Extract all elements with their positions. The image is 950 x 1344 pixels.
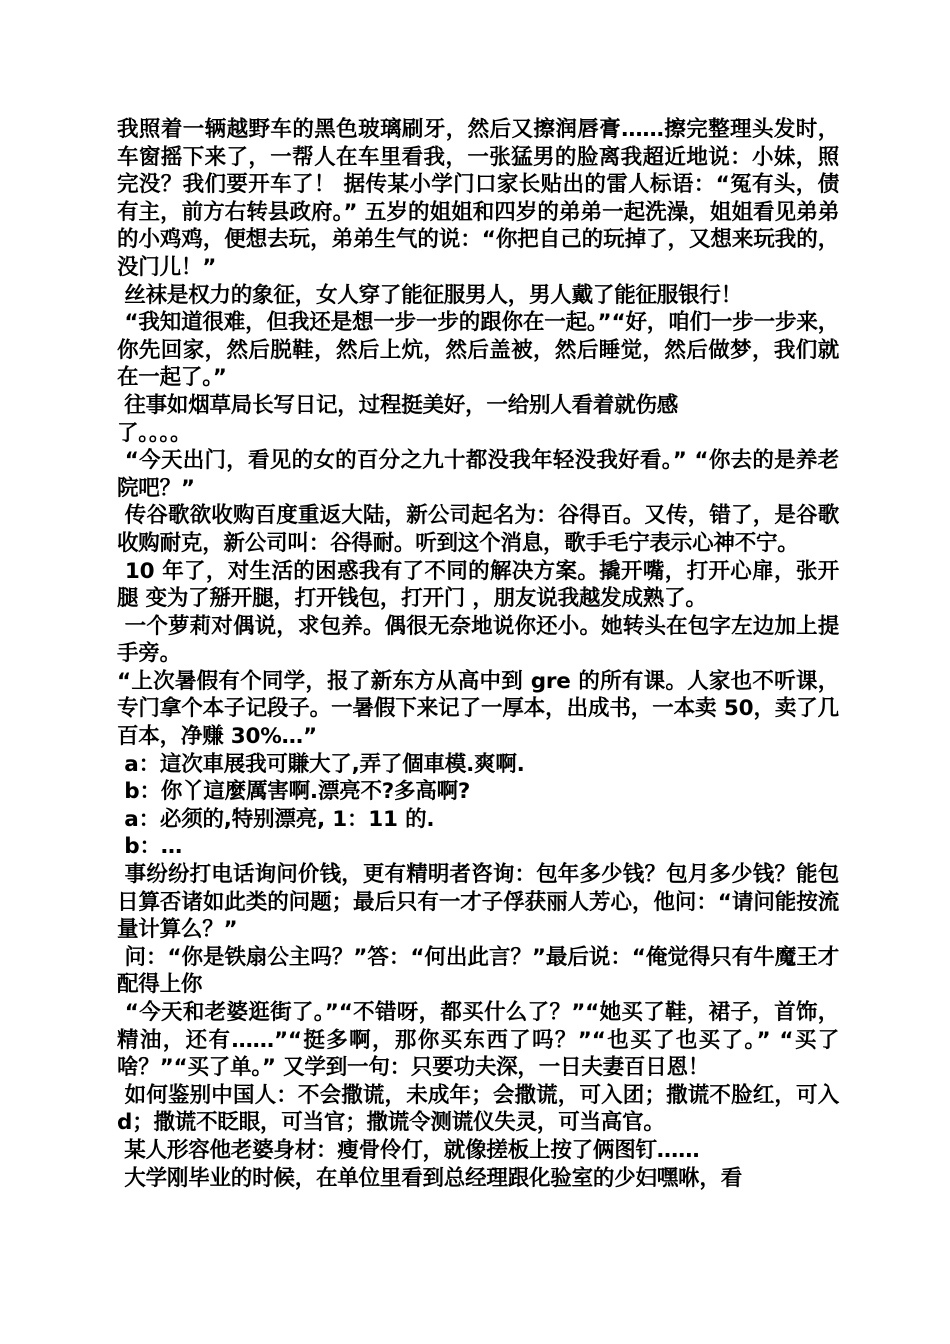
paragraph-7: 传谷歌欲收购百度重返大陆，新公司起名为：谷得百。又传，错了，是谷歌收购耐克，新公司叫：谷得耐。听到这个消息，歌手毛宁表示心神不宁。 [117,503,839,556]
paragraph-16: 问：“你是铁扇公主吗？”答：“何出此言？”最后说：“俺觉得只有牛魔王才配得上你 [117,944,839,998]
paragraph-12: b：你丫這麼厲害啊.漂亮不?多高啊? [117,779,471,805]
paragraph-4: 往事如烟草局长写日记，过程挺美好，一给别人看着就伤感 [117,392,679,418]
paragraph-3: “我知道很难，但我还是想一步一步的跟你在一起。”“好，咱们一步一步来，你先回家，然后脱鞋，然后上炕，然后盖被，然后睡觉，然后做梦，我们就在一起了。” [117,310,839,391]
paragraph-10: “上次暑假有个同学，报了新东方从高中到 gre 的所有课。人家也不听课，专门拿个本子记段子。一暑假下来记了一厚本，出成书，一本卖 50，卖了几百本，净赚 30%…” [117,668,839,750]
paragraph-2: 丝袜是权力的象征，女人穿了能征服男人，男人戴了能征服银行！ [117,282,743,308]
paragraph-15: 事纷纷打电话询问价钱，更有精明者咨询：包年多少钱？包月多少钱？能包日算否诸如此类的问题；最后只有一才子俘获丽人芳心，他问：“请问能按流量计算么？” [117,862,839,943]
paragraph-11: a：這次車展我可賺大了,弄了個車模.爽啊. [117,751,525,777]
paragraph-8: 10 年了，对生活的困惑我有了不同的解决方案。撬开嘴，打开心扉，张开腿 变为了掰开腿，打开钱包，打开门 ，朋友说我越发成熟了。 [117,558,839,612]
paragraph-13: a：必须的,特别漂亮, 1：11 的. [117,806,435,832]
paragraph-5: 了。。。。 [117,420,192,446]
paragraph-6: “今天出门，看见的女的百分之九十都没我年轻没我好看。” “你去的是养老院吧？” [117,448,839,501]
paragraph-20: 大学刚毕业的时候，在单位里看到总经理跟化验室的少妇嘿咻，看 [117,1165,743,1191]
paragraph-19: 某人形容他老婆身材：瘦骨伶仃，就像搓板上按了俩图钉…… [117,1137,700,1163]
paragraph-17: “今天和老婆逛街了。”“不错呀，都买什么了？”“她买了鞋，裙子，首饰，精油，还有……”“挺多啊，那你买东西了吗？”“也买了也买了。” “买了啥？”“买了单。” 又学到一句：只要功夫深，一日夫妻百日恩！ [117,1000,839,1081]
paragraph-14: b：… [117,834,183,860]
paragraph-1: 我照着一辆越野车的黑色玻璃刷牙，然后又擦润唇膏……擦完整理头发时，车窗摇下来了，一帮人在车里看我，一张猛男的脸离我超近地说：小妹，照完没？我们要开车了！ 据传某小学门口家长贴出的雷人标语：“冤有头，债有主，前方右转县政府。” 五岁的姐姐和四岁的弟弟一起洗澡，姐姐看见弟弟的小鸡鸡，便想去玩，弟弟生气的说：“你把自己的玩掉了，又想来玩我的，没门儿！” [117,117,839,280]
paragraph-9: 一个萝莉对偶说，求包养。偶很无奈地说你还小。她转头在包字左边加上提手旁。 [117,613,839,667]
paragraph-18: 如何鉴别中国人：不会撒谎，未成年；会撒谎，可入团；撒谎不脸红，可入 d；撒谎不眨眼，可当官；撒谎令测谎仪失灵，可当高官。 [117,1082,847,1136]
document-body [117,116,847,1192]
